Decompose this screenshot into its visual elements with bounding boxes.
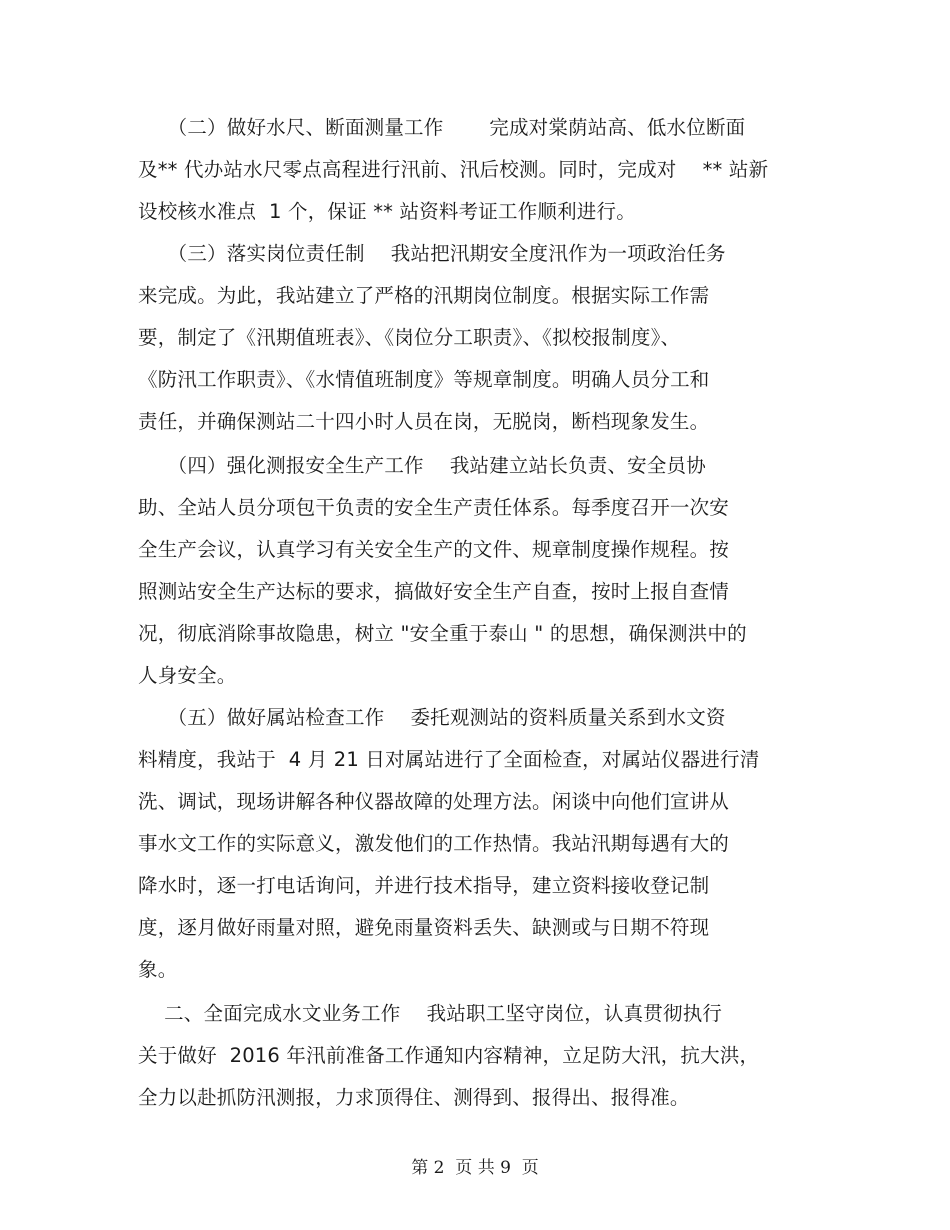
paragraph-line: 设校核水准点 1 个，保证 ** 站资料考证工作顺利进行。 xyxy=(138,200,636,223)
paragraph-line: 全生产会议，认真学习有关安全生产的文件、规章制度操作规程。按 xyxy=(138,538,730,561)
paragraph-line: 洗、调试，现场讲解各种仪器故障的处理方法。闲谈中向他们宣讲从 xyxy=(138,790,730,813)
paragraph-line: 人身安全。 xyxy=(138,664,237,687)
paragraph-line: 事水文工作的实际意义，激发他们的工作热情。我站汛期每遇有大的 xyxy=(138,832,730,855)
paragraph-line: 关于做好 2016 年汛前准备工作通知内容精神，立足防大汛，抗大洪， xyxy=(138,1044,760,1067)
paragraph-line: （四）强化测报安全生产工作 我站建立站长负责、安全员协 xyxy=(138,454,706,477)
paragraph-line: 象。 xyxy=(138,958,178,981)
paragraph-line: 及** 代办站水尺零点高程进行汛前、汛后校测。同时，完成对 ** 站新 xyxy=(138,158,769,181)
paragraph-line: （二）做好水尺、断面测量工作 完成对棠荫站高、低水位断面 xyxy=(138,116,746,139)
paragraph-line: （三）落实岗位责任制 我站把汛期安全度汛作为一项政治任务 xyxy=(138,242,726,265)
paragraph-line: 况，彻底消除事故隐患，树立 "安全重于泰山 " 的思想，确保测洪中的 xyxy=(138,622,747,645)
paragraph-line: 《防汛工作职责》、《水情值班制度》等规章制度。明确人员分工和 xyxy=(138,368,710,391)
page-number-footer: 第 2 页 共 9 页 xyxy=(411,1158,539,1178)
paragraph-line: 助、全站人员分项包干负责的安全生产责任体系。每季度召开一次安 xyxy=(138,496,730,519)
paragraph-line: 降水时，逐一打电话询问，并进行技术指导，建立资料接收登记制 xyxy=(138,874,710,897)
paragraph-line: 来完成。为此，我站建立了严格的汛期岗位制度。根据实际工作需 xyxy=(138,284,710,307)
paragraph-line: 度，逐月做好雨量对照，避免雨量资料丢失、缺测或与日期不符现 xyxy=(138,916,710,939)
paragraph-line: 照测站安全生产达标的要求，搞做好安全生产自查，按时上报自查情 xyxy=(138,580,730,603)
paragraph-line: （五）做好属站检查工作 委托观测站的资料质量关系到水文资 xyxy=(138,706,726,729)
paragraph-line: 全力以赴抓防汛测报，力求顶得住、测得到、报得出、报得准。 xyxy=(138,1086,690,1109)
paragraph-line: 要，制定了《汛期值班表》、《岗位分工职责》、《拟校报制度》、 xyxy=(138,326,681,349)
paragraph-line: 责任，并确保测站二十四小时人员在岗，无脱岗，断档现象发生。 xyxy=(138,410,710,433)
paragraph-line: 二、全面完成水文业务工作 我站职工坚守岗位，认真贯彻执行 xyxy=(138,1002,723,1025)
paragraph-line: 料精度，我站于 4 月 21 日对属站进行了全面检查，对属站仪器进行清 xyxy=(138,748,760,771)
